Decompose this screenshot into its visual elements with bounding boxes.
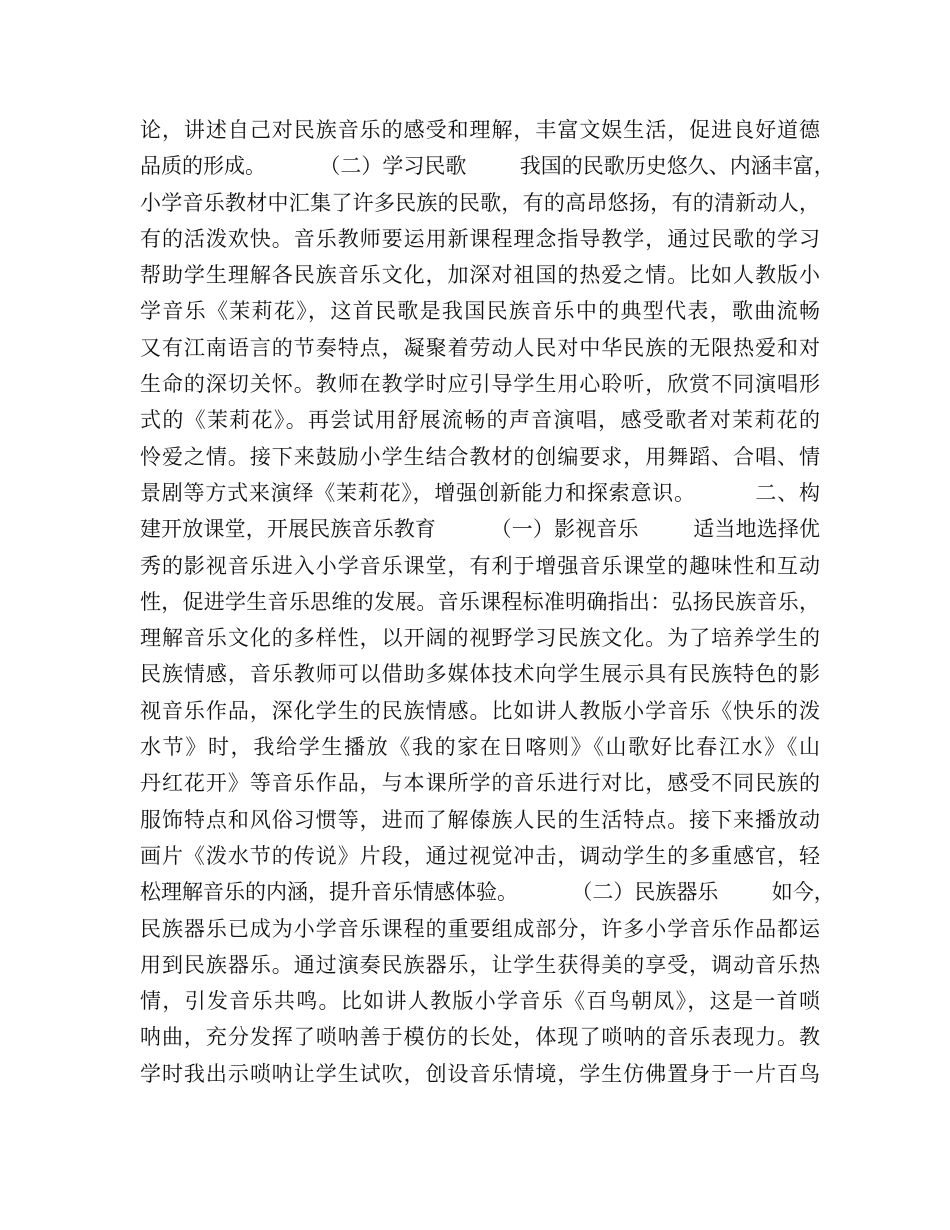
text-line: 生命的深切关怀。教师在教学时应引导学生用心聆听，欣赏不同演唱形 (140, 372, 820, 397)
text-line: 呐曲，充分发挥了唢呐善于模仿的长处，体现了唢呐的音乐表现力。教 (140, 1025, 820, 1050)
text-line: 有的活泼欢快。音乐教师要运用新课程理念指导教学，通过民歌的学习 (140, 226, 820, 251)
text-line: 帮助学生理解各民族音乐文化，加深对祖国的热爱之情。比如人教版小 (140, 263, 820, 288)
text-line: 性，促进学生音乐思维的发展。音乐课程标准明确指出：弘扬民族音乐， (140, 589, 820, 614)
text-line: 用到民族器乐。通过演奏民族器乐，让学生获得美的享受，调动音乐热 (140, 952, 820, 977)
text-line: 松理解音乐的内涵，提升音乐情感体验。 （二）民族器乐 如今， (140, 880, 835, 905)
text-line: 品质的形成。 （二）学习民歌 我国的民歌历史悠久、内涵丰富， (140, 154, 835, 179)
text-line: 论，讲述自己对民族音乐的感受和理解，丰富文娱生活，促进良好道德 (140, 118, 820, 142)
text-line: 理解音乐文化的多样性，以开阔的视野学习民族文化。为了培养学生的 (140, 626, 820, 651)
body-text (140, 112, 835, 1092)
text-line: 又有江南语言的节奏特点，凝聚着劳动人民对中华民族的无限热爱和对 (140, 335, 820, 360)
text-line: 学音乐《茉莉花》，这首民歌是我国民族音乐中的典型代表，歌曲流畅 (140, 299, 820, 324)
text-line: 画片《泼水节的传说》片段，通过视觉冲击，调动学生的多重感官，轻 (140, 843, 820, 868)
text-line: 学时我出示唢呐让学生试吹，创设音乐情境，学生仿佛置身于一片百鸟 (140, 1061, 820, 1086)
text-line: 情，引发音乐共鸣。比如讲人教版小学音乐《百鸟朝凤》，这是一首唢 (140, 989, 820, 1014)
text-line: 民族情感，音乐教师可以借助多媒体技术向学生展示具有民族特色的影 (140, 662, 820, 687)
text-line: 小学音乐教材中汇集了许多民族的民歌，有的高昂悠扬，有的清新动人， (140, 190, 820, 215)
text-line: 服饰特点和风俗习惯等，进而了解傣族人民的生活特点。接下来播放动 (140, 807, 820, 832)
text-line: 民族器乐已成为小学音乐课程的重要组成部分，许多小学音乐作品都运 (140, 916, 820, 941)
text-line: 水节》时，我给学生播放《我的家在日喀则》《山歌好比春江水》《山 (140, 735, 820, 760)
text-line: 建开放课堂，开展民族音乐教育 （一）影视音乐 适当地选择优 (140, 517, 820, 542)
text-line: 丹红花开》等音乐作品，与本课所学的音乐进行对比，感受不同民族的 (140, 771, 820, 796)
text-line: 式的《茉莉花》。再尝试用舒展流畅的声音演唱，感受歌者对茉莉花的 (140, 408, 820, 433)
text-line: 秀的影视音乐进入小学音乐课堂，有利于增强音乐课堂的趣味性和互动 (140, 553, 820, 578)
text-line: 景剧等方式来演绎《茉莉花》，增强创新能力和探索意识。 二、构 (140, 480, 820, 505)
text-line: 怜爱之情。接下来鼓励小学生结合教材的创编要求，用舞蹈、合唱、情 (140, 444, 820, 469)
text-line: 视音乐作品，深化学生的民族情感。比如讲人教版小学音乐《快乐的泼 (140, 698, 820, 723)
